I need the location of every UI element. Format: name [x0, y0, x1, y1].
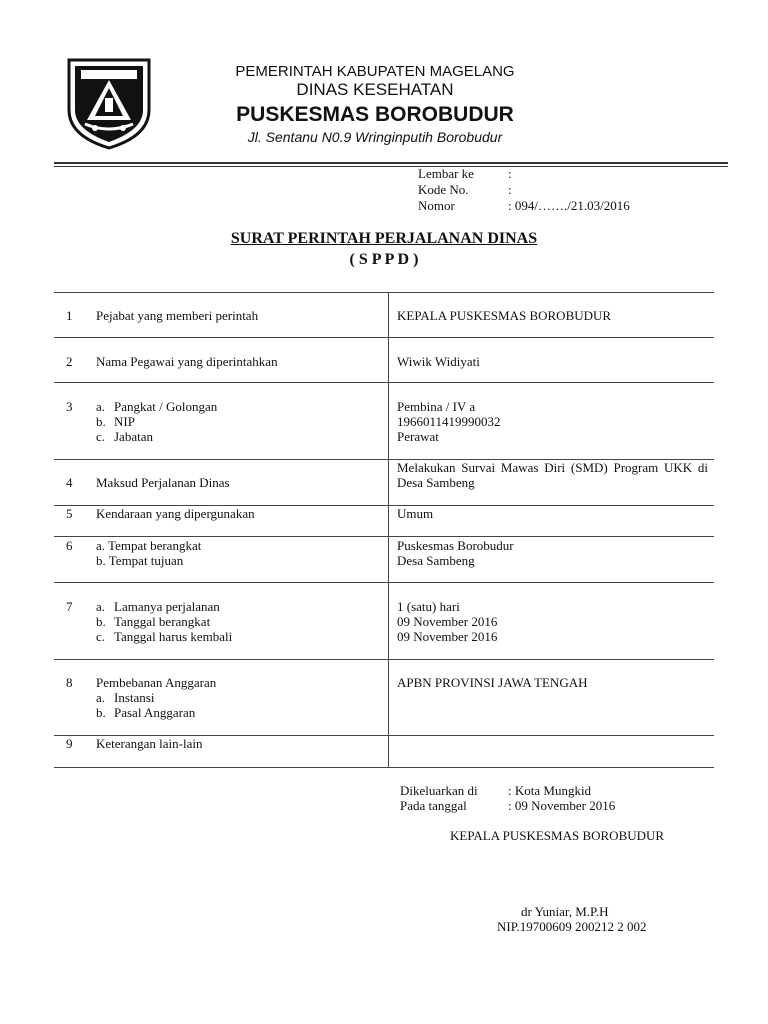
table-rule	[54, 659, 714, 660]
meta-row: Nomor : 094/……./21.03/2016	[418, 198, 630, 213]
gov-name: PEMERINTAH KABUPATEN MAGELANG	[235, 63, 515, 80]
row-number: 3	[66, 399, 73, 414]
row-label: Pejabat yang memberi perintah	[96, 308, 259, 323]
row-label: Maksud Perjalanan Dinas	[96, 475, 230, 490]
row-number: 9	[66, 736, 73, 751]
row-label: Nama Pegawai yang diperintahkan	[96, 354, 278, 369]
table-rule	[54, 382, 714, 383]
table-column-divider	[388, 292, 389, 768]
row-value: Melakukan Survai Mawas Diri (SMD) Program UKK di Desa Sambeng	[397, 460, 708, 490]
office-name: DINAS KESEHATAN	[296, 80, 454, 99]
row-number: 6	[66, 538, 73, 553]
row-label: Kendaraan yang dipergunakan	[96, 506, 255, 521]
row-sublabels: a. Lamanya perjalanan b. Tanggal berangkat c. Tanggal harus kembali	[96, 599, 233, 644]
row-number: 5	[66, 506, 73, 521]
row-number: 4	[66, 475, 73, 490]
table-rule	[54, 767, 714, 768]
row-number: 8	[66, 675, 73, 690]
meta-row: Lembar ke :	[418, 166, 512, 181]
government-emblem-logo	[65, 58, 153, 150]
row-number: 7	[66, 599, 73, 614]
document-meta	[418, 166, 630, 214]
row-label: Keterangan lain-lain	[96, 736, 203, 751]
institution-name: PUSKESMAS BOROBUDUR	[236, 103, 514, 126]
row-number: 2	[66, 354, 73, 369]
table-rule	[54, 292, 714, 293]
row-values: Pembina / IV a 1966011419990032 Perawat	[397, 399, 501, 444]
row-value: APBN PROVINSI JAWA TENGAH	[397, 675, 588, 690]
row-value: KEPALA PUSKESMAS BOROBUDUR	[397, 308, 612, 323]
row-number: 1	[66, 308, 73, 323]
meta-row: Kode No. :	[418, 182, 512, 197]
address: Jl. Sentanu N0.9 Wringinputih Borobudur	[247, 129, 503, 145]
row-label-with-sub: Pembebanan Anggaran a. Instansi b. Pasal Anggaran	[96, 675, 217, 720]
issued-date: Pada tanggal : 09 November 2016	[400, 798, 616, 813]
table-rule	[54, 337, 714, 338]
row-value: Umum	[397, 506, 434, 521]
document-subtitle: ( S P P D )	[349, 251, 419, 268]
signer-position: KEPALA PUSKESMAS BOROBUDUR	[450, 828, 665, 843]
row-values: Puskesmas Borobudur Desa Sambeng	[397, 538, 514, 568]
table-rule	[54, 582, 714, 583]
row-sublabels: a. Pangkat / Golongan b. NIP c. Jabatan	[96, 399, 218, 444]
document-title: SURAT PERINTAH PERJALANAN DINAS	[230, 230, 538, 247]
issued-place: Dikeluarkan di : Kota Mungkid	[400, 783, 592, 798]
signer-nip: NIP.19700609 200212 2 002	[497, 919, 647, 934]
row-value: Wiwik Widiyati	[397, 354, 480, 369]
header-divider-thick	[54, 162, 728, 164]
signer-name: dr Yuniar, M.P.H	[521, 904, 609, 919]
table-rule	[54, 536, 714, 537]
row-values: 1 (satu) hari 09 November 2016 09 November 2016	[397, 599, 498, 644]
row-sublabels: a. Tempat berangkat b. Tempat tujuan	[96, 538, 202, 568]
